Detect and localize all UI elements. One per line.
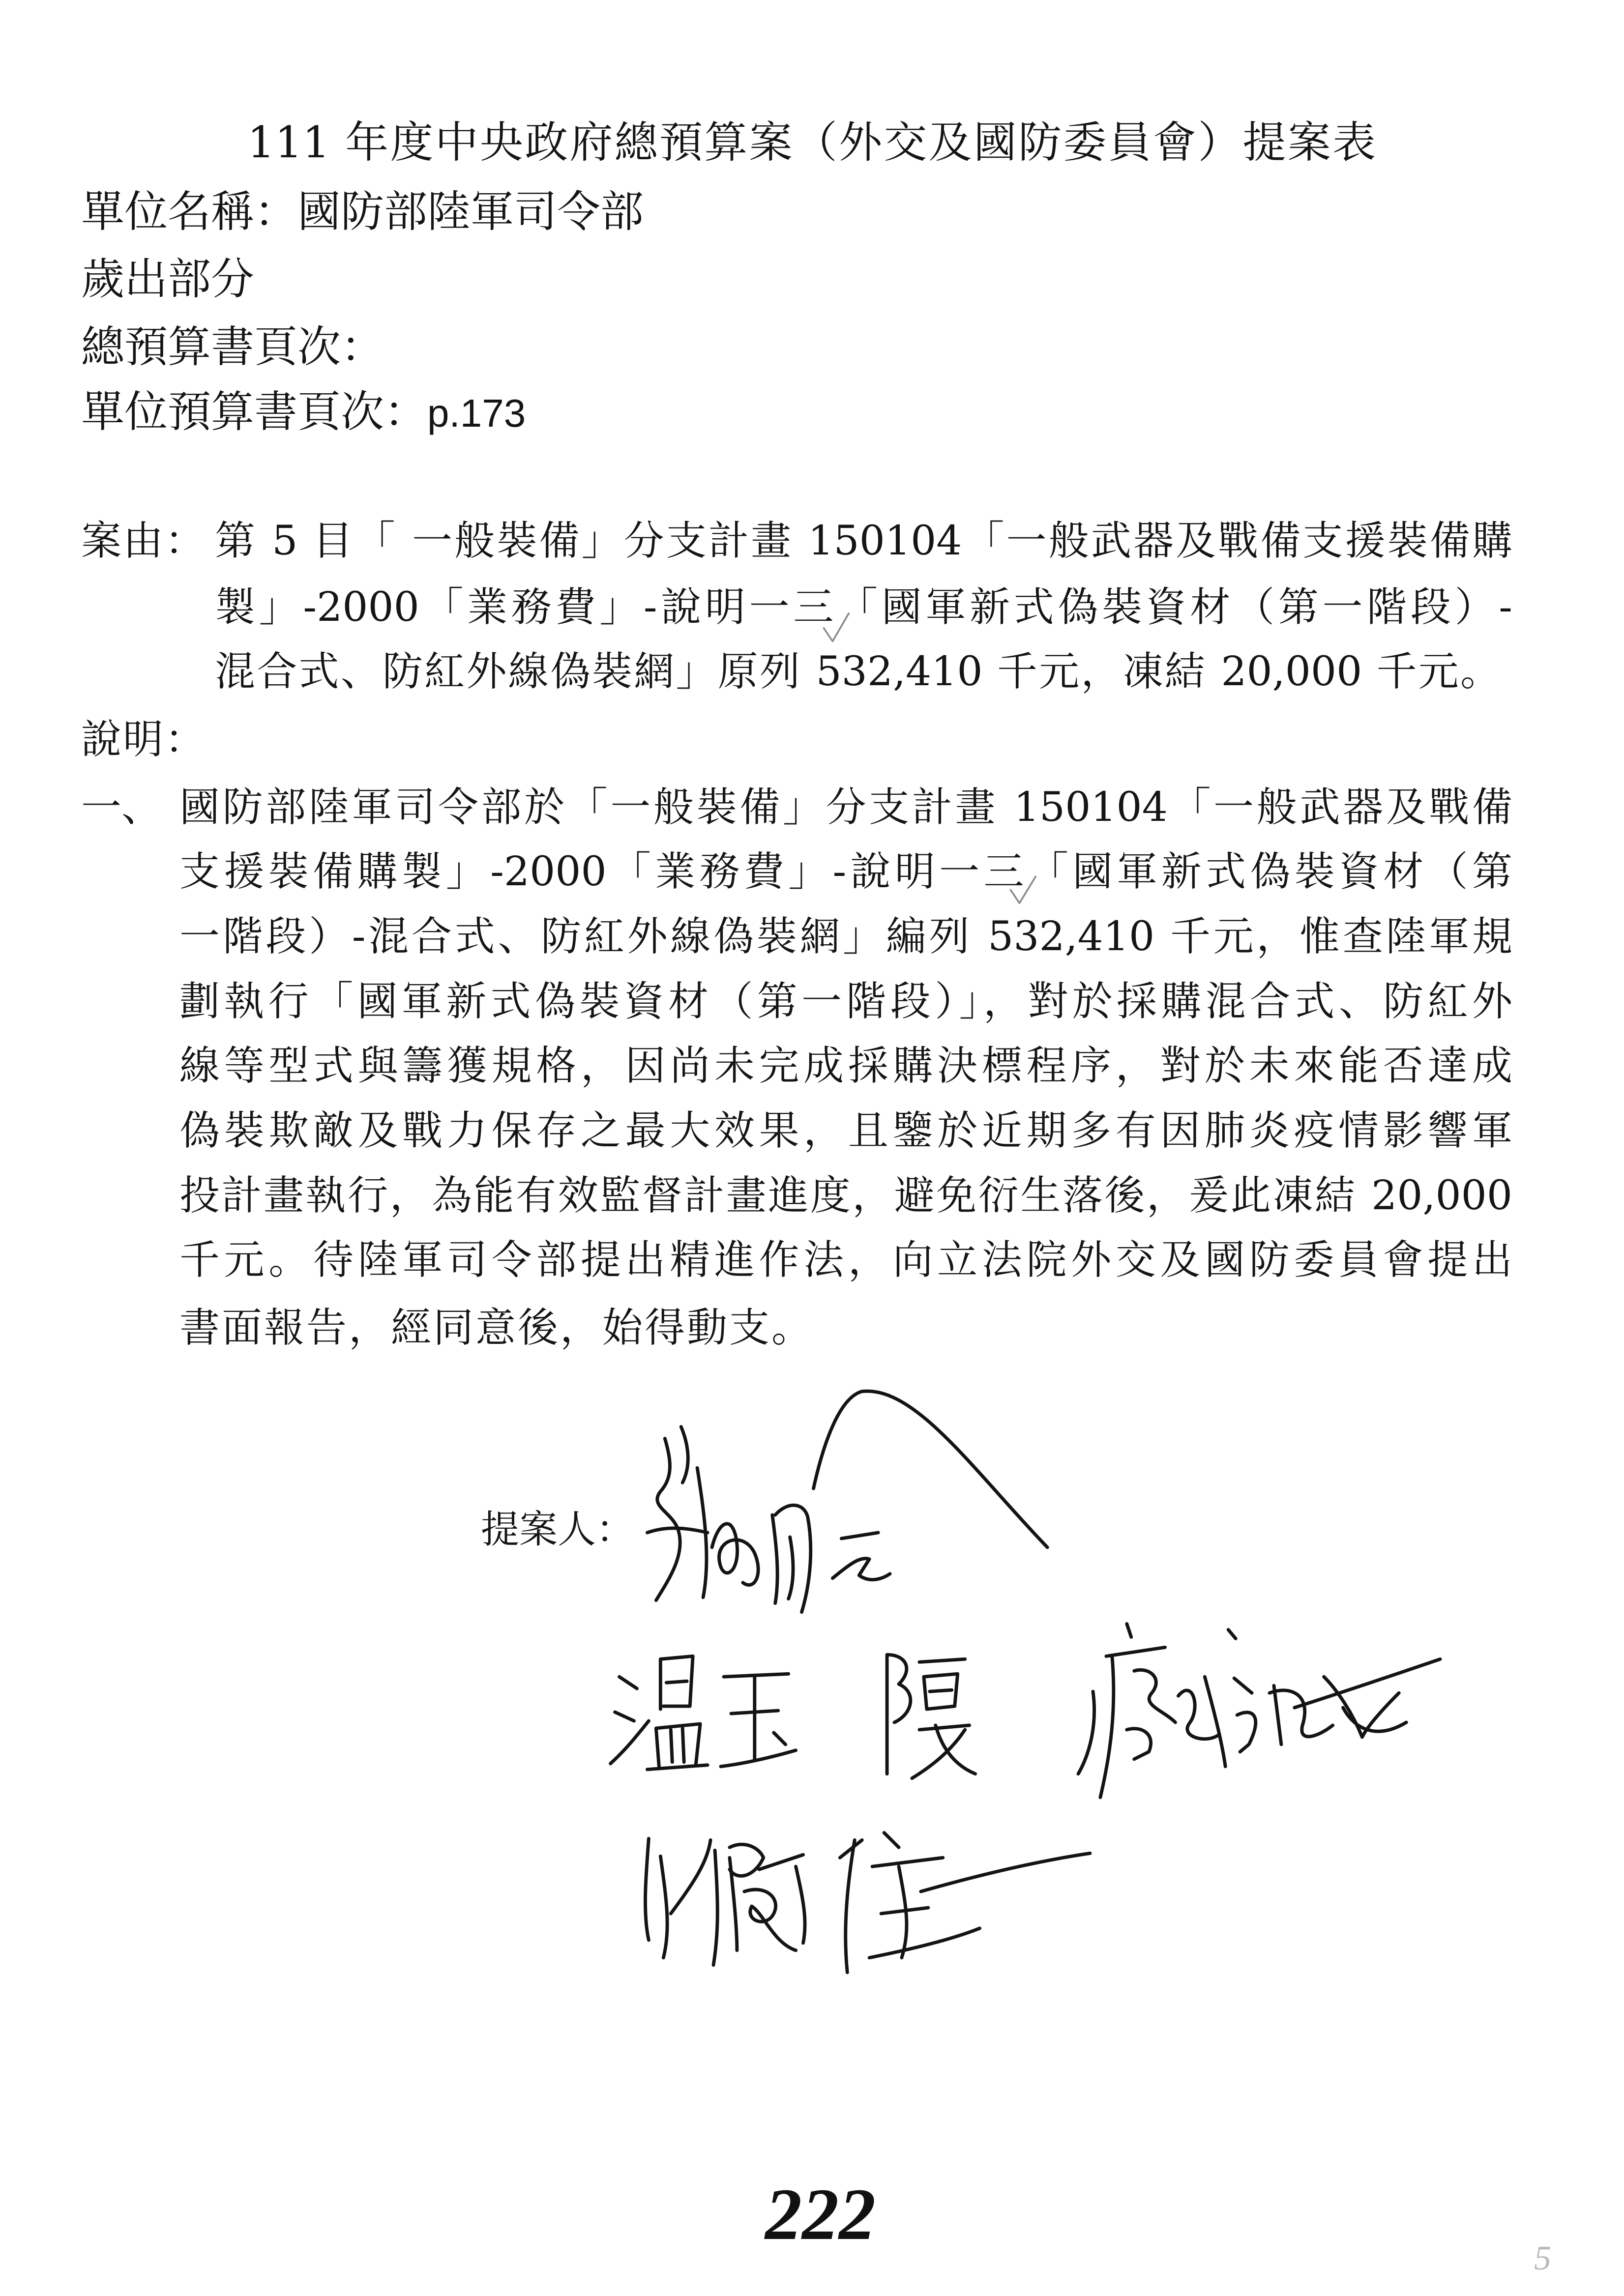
signature-stroke [772,1505,811,1612]
signature-stroke [712,1524,758,1585]
unit-name-label: 單位名稱： [81,186,298,237]
signature-stroke [813,1391,1047,1547]
signature-stroke [921,1853,1090,1891]
item-line: 投計畫執行，為能有效監督計畫進度，避免衍生落後，爰此凍結 20,000 [179,1172,1512,1219]
signature-stroke [1078,1691,1094,1774]
item-line: 劃執行「國軍新式偽裝資材（第一階段）」，對於採購混合式、防紅外 [179,978,1512,1025]
signature-stroke [1295,1659,1440,1731]
signature-stroke [647,1656,708,1769]
item-line: 支援裝備購製」-2000「業務費」-說明一三「國軍新式偽裝資材（第 [179,848,1512,895]
signature-stroke [1228,1629,1256,1751]
signature-stroke [647,1427,708,1600]
case-label: 案由： [81,518,207,564]
page-title: 111 年度中央政府總預算案（外交及國防委員會）提案表 [247,117,1376,168]
item-marker: 一、 [81,784,162,831]
signature-stroke [1178,1677,1225,1767]
signature-1 [647,1391,1047,1612]
unit-name-value: 國防部陸軍司令部 [297,186,644,237]
case-line: 製」-2000「業務費」-說明一三「國軍新式偽裝資材（第一階段）- [215,584,1512,631]
signature-stroke [721,1674,796,1767]
signature-4 [645,1832,1090,1972]
case-line: 第 5 目「 一般裝備」分支計畫 150104「一般武器及戰備支援裝備購 [215,518,1512,564]
signature-stroke [1127,1670,1176,1759]
general-budget-page-label: 總預算書頁次： [81,321,384,372]
unit-budget-page-row [81,385,526,439]
signature-stroke [840,1840,862,1972]
signature-stroke [645,1838,710,1957]
handwritten-page-number: 222 [765,2174,876,2255]
unit-budget-page-value: p.173 [427,391,526,435]
signature-stroke [611,1677,649,1764]
signature-stroke [744,1855,805,1950]
case-line: 混合式、防紅外線偽裝網」原列 532,410 千元，凍結 20,000 千元。 [215,648,1501,695]
unit-name-row [81,185,644,239]
explanation-label: 說明： [81,716,207,763]
signature-2 [611,1655,975,1778]
item-line: 千元。待陸軍司令部提出精進作法，向立法院外交及國防委員會提出 [179,1237,1512,1283]
item-line: 偽裝欺敵及戰力保存之最大效果，且鑒於近期多有因肺炎疫情影響軍 [179,1107,1512,1154]
signature-stroke [1270,1677,1399,1744]
general-budget-page-row [81,320,384,374]
signature-stroke [887,1655,975,1778]
signature-stroke [869,1832,979,1957]
item-line: 國防部陸軍司令部於「一般裝備」分支計畫 150104「一般武器及戰備 [179,784,1512,831]
pencil-page-mark: 5 [1534,2239,1551,2277]
signature-stroke [832,1533,890,1580]
proposer-label: 提案人： [481,1508,635,1552]
unit-budget-page-label: 單位預算書頁次： [81,386,428,437]
signature-3 [1078,1624,1440,1798]
item-line: 線等型式與籌獲規格，因尚未完成採購決標程序，對於未來能否達成 [179,1043,1512,1089]
item-line: 一階段）-混合式、防紅外線偽裝網」編列 532,410 千元，惟查陸軍規 [179,913,1512,960]
signature-stroke [1100,1624,1165,1798]
item-line: 書面報告，經同意後，始得動支。 [179,1305,814,1351]
signature-stroke [713,1844,764,1965]
section-heading: 歲出部分 [81,254,255,304]
